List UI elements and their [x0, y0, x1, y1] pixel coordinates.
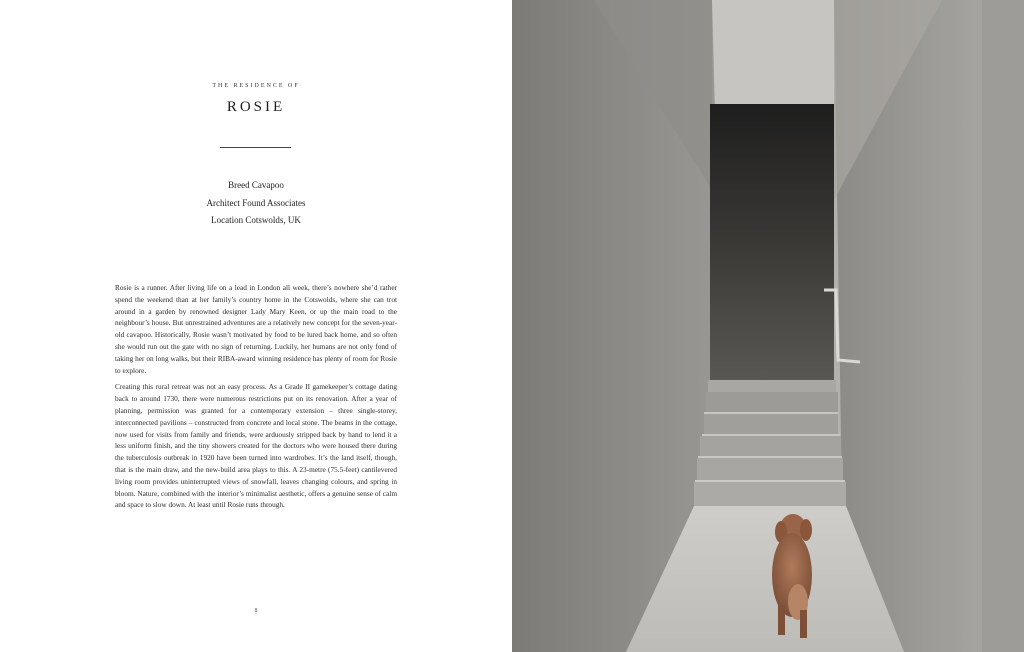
credit-location: Location Cotswolds, UK [211, 215, 301, 225]
ceiling-slab [692, 0, 852, 105]
concrete-stairwell-photo [512, 0, 1024, 652]
right-wall-edge [982, 0, 1024, 652]
title-divider [220, 147, 291, 148]
paragraph: Creating this rural retreat was not an easy process. As a Grade II gamekeeper’s cottage dating back to around 1730, there were numerous restrictions put on its renovation. After a year of planning, permission was granted for a contemporary extension – three single-storey, interconnected pavilions – constructed from concrete and local stone. The beams in the cottage, now used for visits from family and friends, were arduously stripped back by hand to lend it a less uniform finish, and the tiny showers created for the doctors who were housed there during the tuberculosis outbreak in 1920 have been turned into wardrobes. It’s the land itself, though, that is the main draw, and the new-build area plays to this. A 23-metre (75.5-feet) cantilevered living room provides uninterrupted views of snowfall, leaves changing colours, and spring in bloom. Nature, combined with the interior’s minimalist aesthetic, offers a genuine sense of calm and space to slow down. At least until Rosie runs through. [115, 382, 397, 510]
credits-block [0, 177, 512, 230]
credit-breed: Breed Cavapoo [228, 180, 284, 190]
credit-architect: Architect Found Associates [206, 197, 306, 208]
section-kicker: THE RESIDENCE OF [212, 83, 300, 89]
staircase [694, 380, 846, 506]
body-text [115, 282, 397, 516]
right-page-photo [512, 0, 1024, 652]
doorway [710, 104, 834, 382]
paragraph: Rosie is a runner. After living life on a lead in London all week, there’s nowhere she’d rather spend the weekend than at her family’s country home in the Cotswolds, where she can trot around in a garden by renowned designer Lady Mary Keen, or up the main road to the neighbour’s house. But unrestrained adventures are a relatively new concept for the seven-year-old cavapoo. Historically, Rosie wasn’t motivated by food to be lured back home, and so often she would run out the gate with no sign of returning. Luckily, her humans are not only fond of taking her on long walks, but their RIBA-award winning residence has plenty of room for Rosie to explore. [115, 283, 397, 375]
page-title: ROSIE [226, 99, 286, 115]
page-number: 8 [254, 608, 258, 614]
